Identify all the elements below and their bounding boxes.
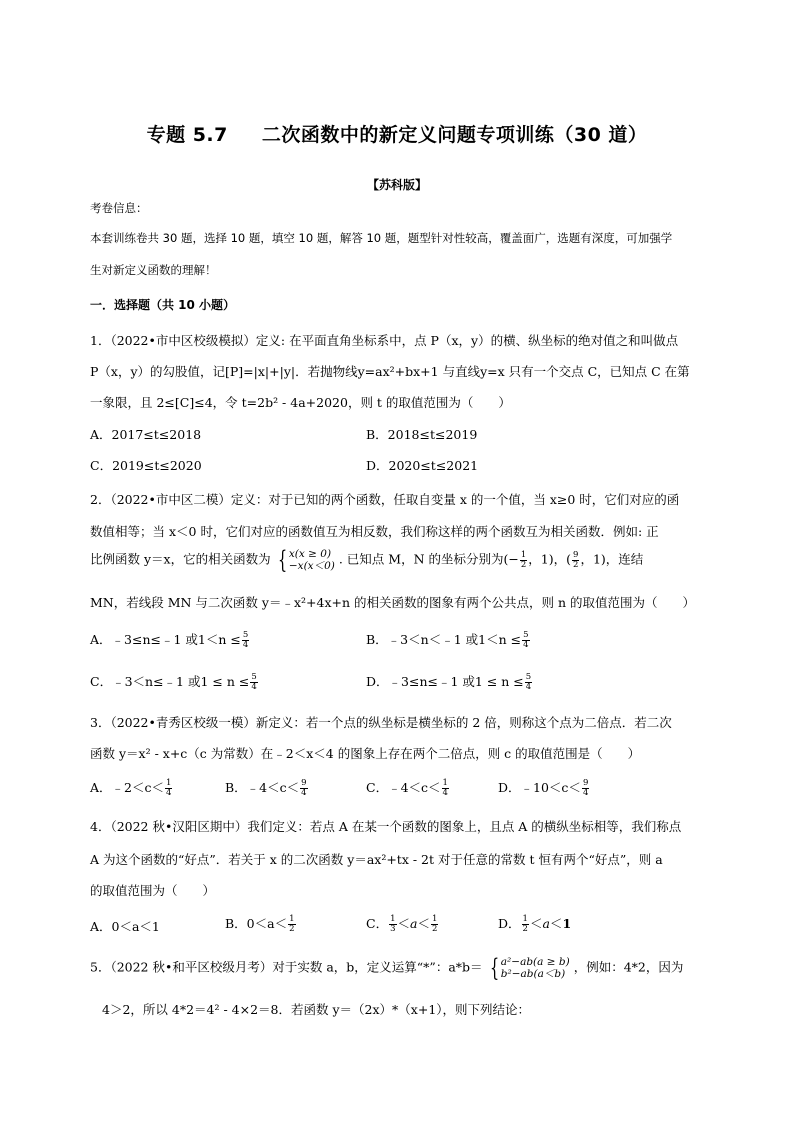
question-1-line: P（x，y）的勾股值，记[P]=|x|+|y|．若抛物线y=ax²+bx+1 与直线y=x 只有一个交点 C，已知点 C 在第	[90, 364, 690, 379]
question-2-line: 2．（2022•市中区二模）定义：对于已知的两个函数，任取自变量 x 的一个值，当 x≥0 时，它们对应的函	[90, 492, 680, 507]
exam-info-line: 本套训练卷共 30 题，选择 10 题，填空 10 题，解答 10 题，题型针对性较高，覆盖面广，选题有深度，可加强学	[90, 231, 673, 245]
question-2-option-c: C．﹣3＜n≤﹣1 或1 ≤ n ≤ $\frac{5}{4}$	[90, 672, 257, 692]
question-4-option-b: B．0＜a＜ $\frac{1}{2}$	[225, 914, 295, 934]
piecewise-definition: { x(x ≥ 0) −x(x＜0)	[277, 546, 335, 574]
fraction: $\frac{1}{2}$	[520, 549, 527, 570]
question-2-option-d: D．﹣3≤n≤﹣1 或1 ≤ n ≤ $\frac{5}{4}$	[366, 672, 532, 692]
question-2-line: 数值相等；当 x＜0 时，它们对应的函数值互为相反数，我们称这样的两个函数互为相关函数．例如: 正	[90, 524, 659, 539]
question-5-line: 5．（2022 秋•和平区校级月考）对于实数 a，b，定义运算“*”：a*b＝ { a²−ab(a ≥ b) b²−ab(a＜b) ，例如：4*2，因为	[90, 954, 684, 982]
question-4-option-a: A．0＜a＜1	[90, 919, 160, 934]
question-4-line: 4．（2022 秋•汉阳区期中）我们定义：若点 A 在某一个函数的图象上，且点 A 的横纵坐标相等，我们称点	[90, 819, 682, 834]
question-4-option-c: C． $\frac{1}{3}$ ＜a＜ $\frac{1}{2}$	[366, 914, 438, 934]
exam-info-line: 生对新定义函数的理解！	[90, 263, 217, 277]
exam-info-label: 考卷信息：	[90, 201, 148, 215]
question-2-line: MN，若线段 MN 与二次函数 y＝﹣x²+4x+n 的相关函数的图象有两个公共点，则 n 的取值范围为（ ）	[90, 595, 695, 610]
fraction: $\frac{9}{2}$	[573, 549, 579, 570]
question-1-line: 一象限，且 2≤[C]≤4，令 t=2b² - 4a+2020，则 t 的取值范围为（ ）	[90, 395, 511, 410]
question-3-line: 函数 y＝x² - x+c（c 为常数）在﹣2＜x＜4 的图象上存在两个二倍点，则 c 的取值范围是（ ）	[90, 746, 641, 761]
question-1-option-d: D．2020≤t≤2021	[366, 458, 479, 473]
question-1-option-c: C．2019≤t≤2020	[90, 458, 202, 473]
question-3-option-c: C．﹣4＜c＜ $\frac{1}{4}$	[366, 778, 448, 798]
question-5-line: 4＞2，所以 4*2＝4² - 4×2＝8．若函数 y＝（2x）*（x+1），则下列结论：	[102, 1002, 531, 1017]
question-3-option-b: B．﹣4＜c＜ $\frac{9}{4}$	[225, 778, 307, 798]
question-1-option-b: B．2018≤t≤2019	[366, 427, 478, 442]
question-4-line: 的取值范围为（ ）	[90, 883, 216, 898]
question-4-option-d: D． $\frac{1}{2}$ ＜a＜1	[498, 914, 572, 934]
edition-label: 【苏科版】	[366, 178, 427, 192]
section-heading: 一．选择题（共 10 小题）	[90, 298, 236, 312]
question-4-line: A 为这个函数的“好点”．若关于 x 的二次函数 y＝ax²+tx - 2t 对于任意的常数 t 恒有两个“好点”，则 a	[90, 852, 663, 867]
question-3-option-a: A．﹣2＜c＜ $\frac{1}{4}$	[90, 778, 172, 798]
document-title: 专题 5.7 二次函数中的新定义问题专项训练（30 道）	[146, 124, 648, 146]
question-3-line: 3．（2022•青秀区校级一模）新定义：若一个点的纵坐标是横坐标的 2 倍，则称这个点为二倍点．若二次	[90, 715, 672, 730]
piecewise-definition: { a²−ab(a ≥ b) b²−ab(a＜b)	[489, 954, 570, 982]
question-1-line: 1．（2022•市中区校级模拟）定义: 在平面直角坐标系中，点 P（x，y）的横、纵坐标的绝对值之和叫做点	[90, 333, 679, 348]
question-2-option-a: A．﹣3≤n≤﹣1 或1＜n ≤ $\frac{5}{4}$	[90, 630, 249, 650]
question-2-option-b: B．﹣3＜n＜﹣1 或1＜n ≤ $\frac{5}{4}$	[366, 630, 529, 650]
question-1-option-a: A．2017≤t≤2018	[90, 427, 202, 442]
question-3-option-d: D．﹣10＜c＜ $\frac{9}{4}$	[498, 778, 589, 798]
question-2-line: 比例函数 y＝x，它的相关函数为 { x(x ≥ 0) −x(x＜0) . 已知点 M，N 的坐标分别为(− $\frac{1}{2}$ ，1)，( $\frac{9}{2}$ ，1)，连结	[90, 546, 644, 574]
